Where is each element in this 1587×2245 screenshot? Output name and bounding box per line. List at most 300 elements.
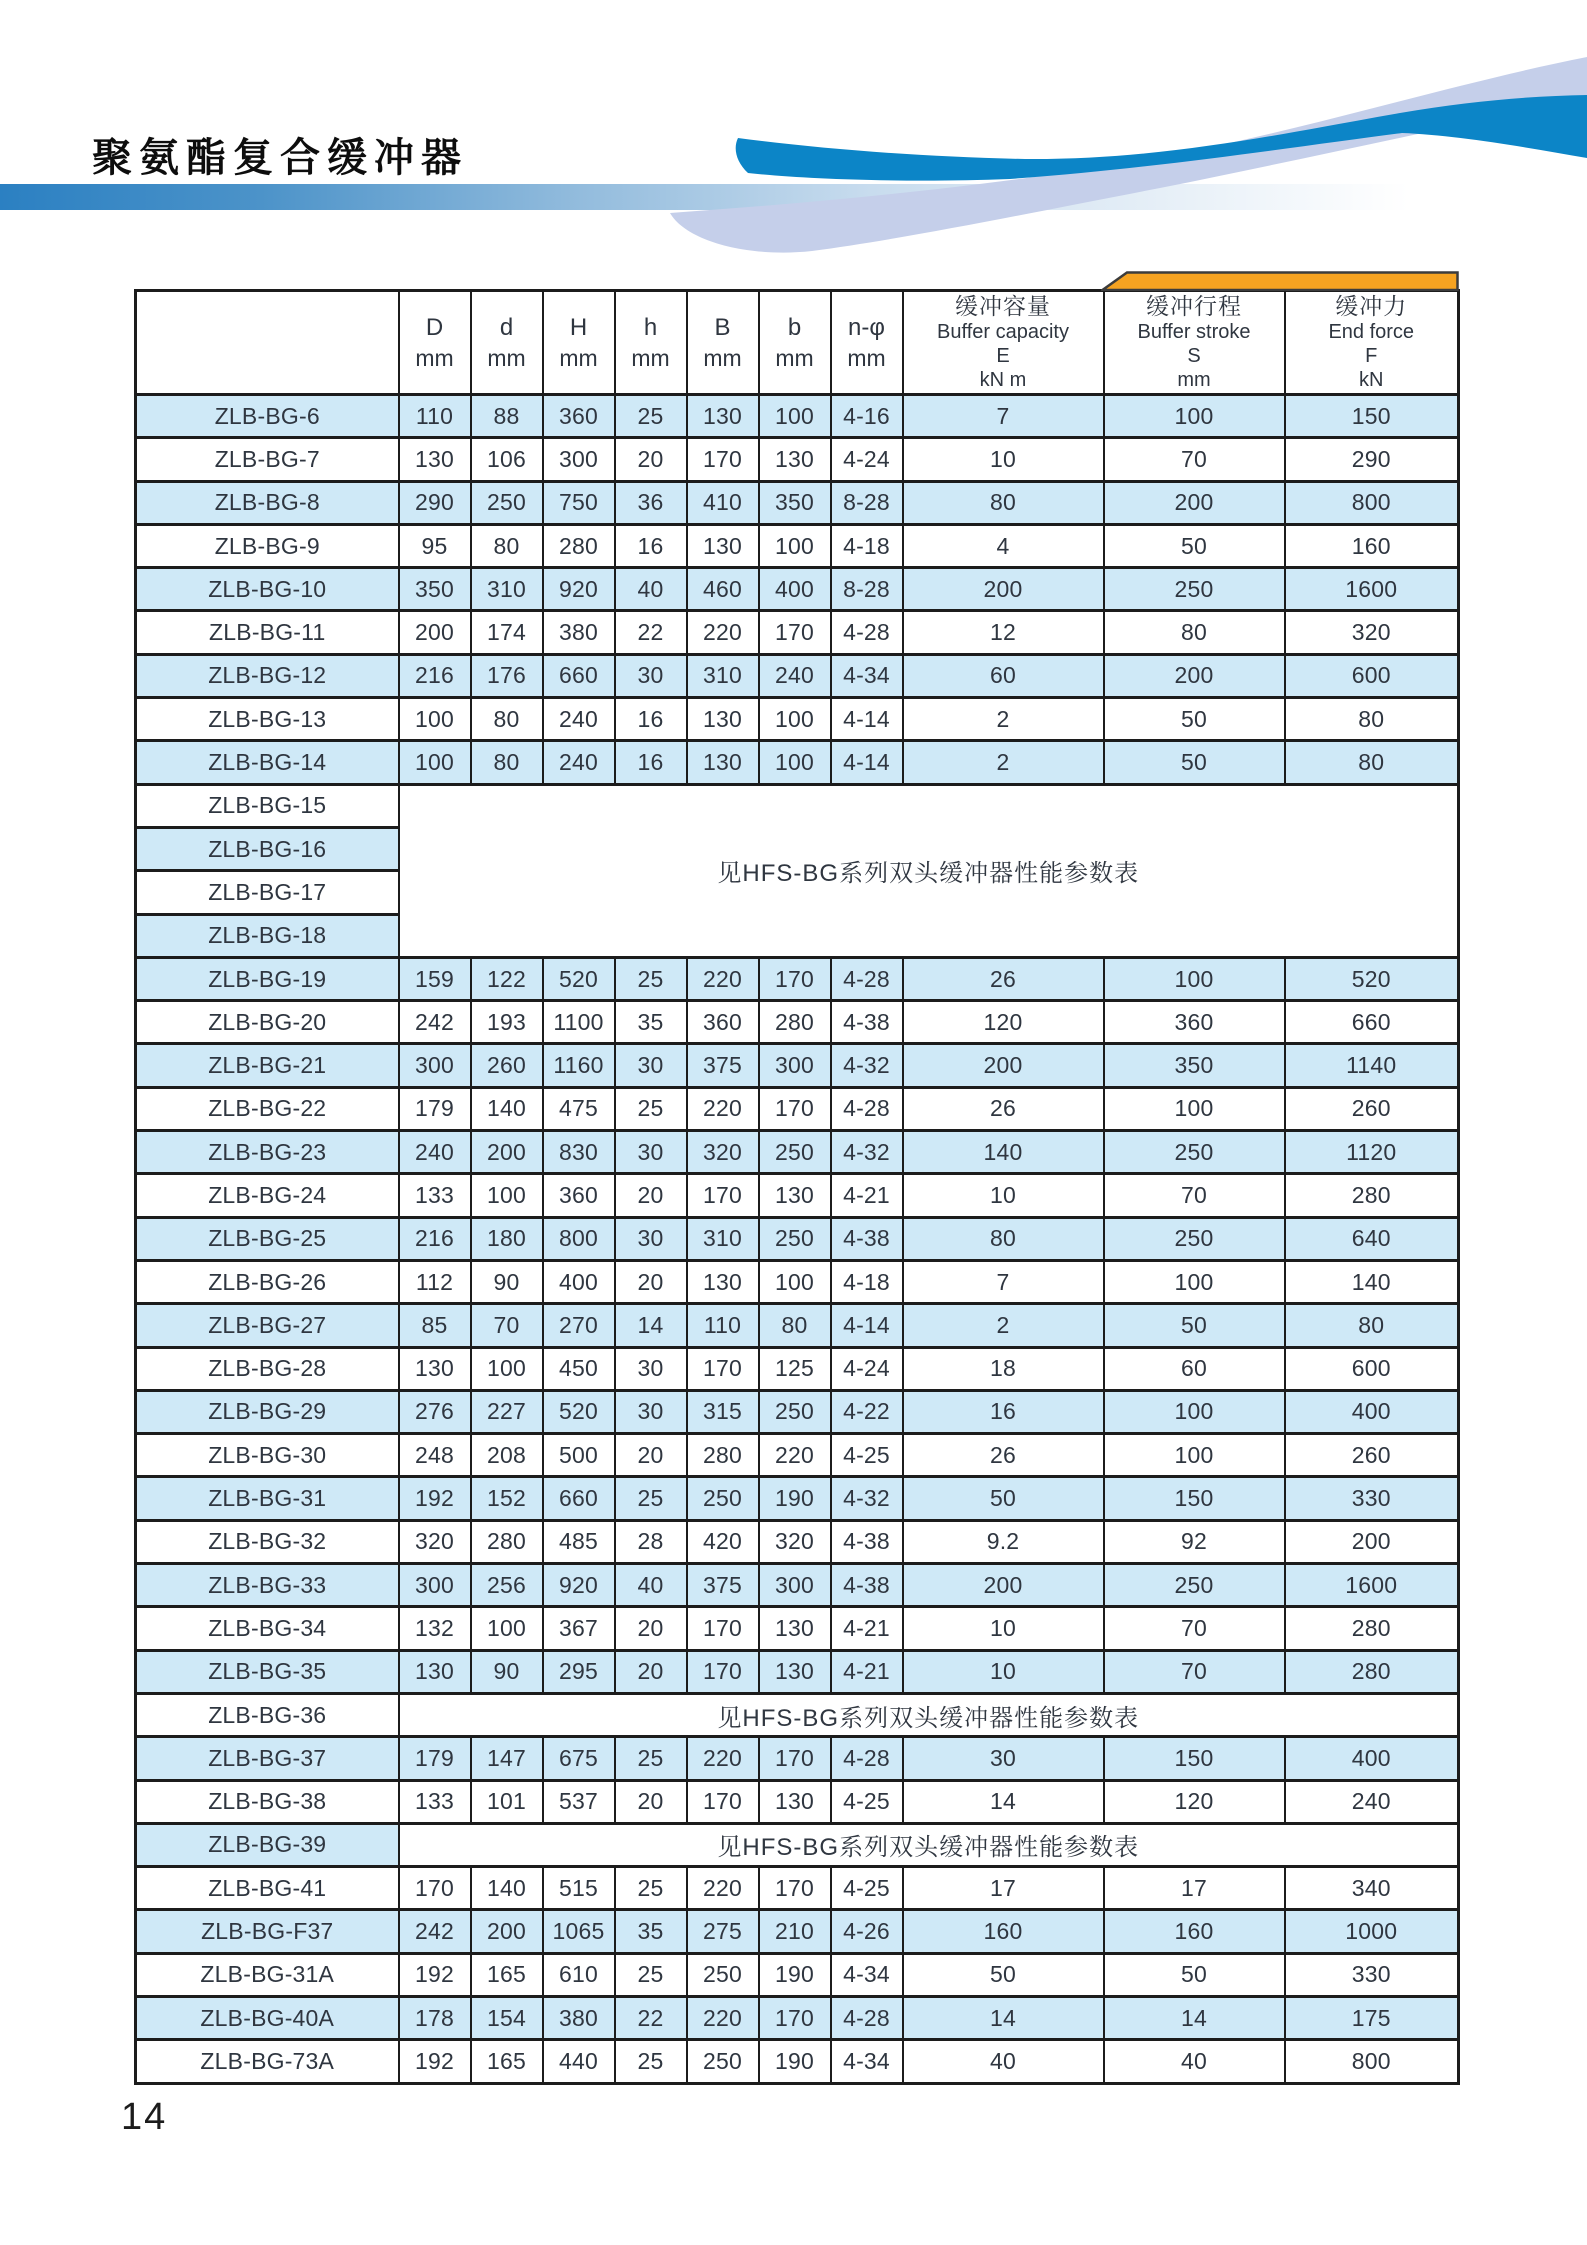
value-cell: 25 — [615, 1477, 687, 1520]
value-cell: 315 — [687, 1390, 759, 1433]
value-cell: 240 — [543, 698, 615, 741]
model-cell: ZLB-BG-39 — [136, 1823, 399, 1866]
value-cell: 250 — [1104, 1564, 1285, 1607]
value-cell: 227 — [471, 1390, 543, 1433]
value-cell: 100 — [759, 698, 831, 741]
value-cell: 400 — [759, 568, 831, 611]
col-header-end-force: 缓冲力 End force F kN — [1285, 291, 1459, 395]
value-cell: 130 — [759, 1607, 831, 1650]
table-row — [136, 1737, 1459, 1780]
value-cell: 2 — [903, 1304, 1104, 1347]
value-cell: 210 — [759, 1910, 831, 1953]
value-cell: 660 — [543, 654, 615, 697]
value-cell: 300 — [399, 1044, 471, 1087]
value-cell: 122 — [471, 957, 543, 1000]
value-cell: 250 — [759, 1390, 831, 1433]
value-cell: 70 — [1104, 1174, 1285, 1217]
value-cell: 2 — [903, 698, 1104, 741]
note-cell: 见HFS-BG系列双头缓冲器性能参数表 — [399, 1823, 1459, 1866]
value-cell: 14 — [615, 1304, 687, 1347]
value-cell: 250 — [1104, 568, 1285, 611]
table-row — [136, 1304, 1459, 1347]
model-cell: ZLB-BG-24 — [136, 1174, 399, 1217]
value-cell: 250 — [471, 481, 543, 524]
value-cell: 600 — [1285, 654, 1459, 697]
value-cell: 110 — [399, 395, 471, 438]
value-cell: 280 — [1285, 1607, 1459, 1650]
table-row — [136, 1434, 1459, 1477]
value-cell: 8-28 — [831, 568, 903, 611]
value-cell: 16 — [615, 524, 687, 567]
value-cell: 80 — [903, 481, 1104, 524]
value-cell: 20 — [615, 438, 687, 481]
table-row — [136, 1607, 1459, 1650]
value-cell: 180 — [471, 1217, 543, 1260]
value-cell: 125 — [759, 1347, 831, 1390]
value-cell: 520 — [543, 957, 615, 1000]
model-cell: ZLB-BG-12 — [136, 654, 399, 697]
table-row — [136, 741, 1459, 784]
value-cell: 130 — [759, 1780, 831, 1823]
value-cell: 190 — [759, 1953, 831, 1996]
table-row — [136, 698, 1459, 741]
value-cell: 25 — [615, 1087, 687, 1130]
model-cell: ZLB-BG-36 — [136, 1693, 399, 1736]
table-row — [136, 784, 1459, 827]
value-cell: 176 — [471, 654, 543, 697]
value-cell: 95 — [399, 524, 471, 567]
value-cell: 170 — [759, 1737, 831, 1780]
value-cell: 140 — [1285, 1260, 1459, 1303]
value-cell: 40 — [615, 1564, 687, 1607]
value-cell: 170 — [687, 438, 759, 481]
value-cell: 20 — [615, 1650, 687, 1693]
value-cell: 220 — [687, 611, 759, 654]
value-cell: 14 — [903, 1996, 1104, 2039]
value-cell: 4-38 — [831, 1001, 903, 1044]
value-cell: 4-24 — [831, 438, 903, 481]
note-cell: 见HFS-BG系列双头缓冲器性能参数表 — [399, 1693, 1459, 1736]
table-row — [136, 1693, 1459, 1736]
value-cell: 410 — [687, 481, 759, 524]
table-row — [136, 1347, 1459, 1390]
col-header-D: D mm — [399, 291, 471, 395]
value-cell: 260 — [1285, 1434, 1459, 1477]
value-cell: 220 — [759, 1434, 831, 1477]
value-cell: 320 — [1285, 611, 1459, 654]
model-cell: ZLB-BG-10 — [136, 568, 399, 611]
value-cell: 320 — [759, 1520, 831, 1563]
value-cell: 100 — [1104, 1260, 1285, 1303]
value-cell: 170 — [687, 1780, 759, 1823]
value-cell: 80 — [471, 698, 543, 741]
value-cell: 240 — [543, 741, 615, 784]
value-cell: 4-28 — [831, 611, 903, 654]
value-cell: 60 — [1104, 1347, 1285, 1390]
value-cell: 130 — [687, 698, 759, 741]
value-cell: 170 — [759, 1996, 831, 2039]
value-cell: 152 — [471, 1477, 543, 1520]
model-cell: ZLB-BG-34 — [136, 1607, 399, 1650]
model-cell: ZLB-BG-21 — [136, 1044, 399, 1087]
value-cell: 276 — [399, 1390, 471, 1433]
value-cell: 35 — [615, 1001, 687, 1044]
model-cell: ZLB-BG-17 — [136, 871, 399, 914]
spec-table — [134, 289, 1460, 2085]
orange-tab — [1101, 271, 1459, 291]
value-cell: 300 — [759, 1044, 831, 1087]
value-cell: 800 — [1285, 481, 1459, 524]
value-cell: 25 — [615, 1867, 687, 1910]
value-cell: 450 — [543, 1347, 615, 1390]
value-cell: 1000 — [1285, 1910, 1459, 1953]
value-cell: 165 — [471, 1953, 543, 1996]
value-cell: 420 — [687, 1520, 759, 1563]
value-cell: 50 — [1104, 1304, 1285, 1347]
value-cell: 200 — [471, 1910, 543, 1953]
value-cell: 147 — [471, 1737, 543, 1780]
value-cell: 1600 — [1285, 1564, 1459, 1607]
value-cell: 4-34 — [831, 1953, 903, 1996]
value-cell: 250 — [1104, 1131, 1285, 1174]
model-cell: ZLB-BG-31A — [136, 1953, 399, 1996]
value-cell: 130 — [399, 1650, 471, 1693]
value-cell: 70 — [471, 1304, 543, 1347]
value-cell: 100 — [1104, 1087, 1285, 1130]
model-cell: ZLB-BG-28 — [136, 1347, 399, 1390]
value-cell: 130 — [687, 1260, 759, 1303]
value-cell: 610 — [543, 1953, 615, 1996]
table-body — [136, 395, 1459, 2084]
table-row — [136, 1001, 1459, 1044]
table-row — [136, 395, 1459, 438]
value-cell: 100 — [759, 1260, 831, 1303]
model-cell: ZLB-BG-33 — [136, 1564, 399, 1607]
value-cell: 190 — [759, 1477, 831, 1520]
value-cell: 360 — [543, 1174, 615, 1217]
header-row — [136, 291, 1459, 395]
model-cell: ZLB-BG-15 — [136, 784, 399, 827]
value-cell: 4-28 — [831, 1996, 903, 2039]
model-cell: ZLB-BG-37 — [136, 1737, 399, 1780]
table-row — [136, 1823, 1459, 1866]
value-cell: 50 — [1104, 1953, 1285, 1996]
value-cell: 1160 — [543, 1044, 615, 1087]
model-cell: ZLB-BG-20 — [136, 1001, 399, 1044]
value-cell: 35 — [615, 1910, 687, 1953]
model-cell: ZLB-BG-11 — [136, 611, 399, 654]
table-row — [136, 957, 1459, 1000]
col-header-buffer-capacity: 缓冲容量 Buffer capacity E kN m — [903, 291, 1104, 395]
value-cell: 10 — [903, 1607, 1104, 1650]
table-row — [136, 1953, 1459, 1996]
value-cell: 192 — [399, 1477, 471, 1520]
table-row — [136, 1780, 1459, 1823]
value-cell: 30 — [615, 654, 687, 697]
value-cell: 750 — [543, 481, 615, 524]
value-cell: 17 — [1104, 1867, 1285, 1910]
value-cell: 920 — [543, 1564, 615, 1607]
model-cell: ZLB-BG-18 — [136, 914, 399, 957]
table-row — [136, 1867, 1459, 1910]
value-cell: 4 — [903, 524, 1104, 567]
value-cell: 174 — [471, 611, 543, 654]
value-cell: 200 — [903, 1044, 1104, 1087]
value-cell: 30 — [615, 1044, 687, 1087]
value-cell: 320 — [687, 1131, 759, 1174]
value-cell: 130 — [759, 438, 831, 481]
value-cell: 4-18 — [831, 1260, 903, 1303]
value-cell: 280 — [687, 1434, 759, 1477]
col-header-n-phi: n-φ mm — [831, 291, 903, 395]
value-cell: 367 — [543, 1607, 615, 1650]
page-number: 14 — [121, 2096, 168, 2138]
value-cell: 4-38 — [831, 1520, 903, 1563]
value-cell: 112 — [399, 1260, 471, 1303]
value-cell: 80 — [759, 1304, 831, 1347]
col-header-b: b mm — [759, 291, 831, 395]
value-cell: 475 — [543, 1087, 615, 1130]
value-cell: 200 — [1285, 1520, 1459, 1563]
value-cell: 375 — [687, 1564, 759, 1607]
value-cell: 160 — [1104, 1910, 1285, 1953]
value-cell: 110 — [687, 1304, 759, 1347]
value-cell: 40 — [1104, 2040, 1285, 2083]
value-cell: 25 — [615, 2040, 687, 2083]
value-cell: 360 — [543, 395, 615, 438]
value-cell: 200 — [1104, 654, 1285, 697]
value-cell: 350 — [1104, 1044, 1285, 1087]
value-cell: 20 — [615, 1434, 687, 1477]
value-cell: 520 — [543, 1390, 615, 1433]
value-cell: 4-34 — [831, 2040, 903, 2083]
value-cell: 4-34 — [831, 654, 903, 697]
value-cell: 220 — [687, 1737, 759, 1780]
value-cell: 100 — [399, 741, 471, 784]
value-cell: 28 — [615, 1520, 687, 1563]
value-cell: 520 — [1285, 957, 1459, 1000]
value-cell: 140 — [471, 1867, 543, 1910]
value-cell: 1600 — [1285, 568, 1459, 611]
value-cell: 80 — [1285, 698, 1459, 741]
value-cell: 193 — [471, 1001, 543, 1044]
value-cell: 80 — [903, 1217, 1104, 1260]
value-cell: 340 — [1285, 1867, 1459, 1910]
value-cell: 275 — [687, 1910, 759, 1953]
value-cell: 7 — [903, 395, 1104, 438]
value-cell: 30 — [615, 1217, 687, 1260]
model-cell: ZLB-BG-32 — [136, 1520, 399, 1563]
value-cell: 216 — [399, 1217, 471, 1260]
value-cell: 4-32 — [831, 1477, 903, 1520]
value-cell: 1140 — [1285, 1044, 1459, 1087]
model-cell: ZLB-BG-26 — [136, 1260, 399, 1303]
model-cell: ZLB-BG-30 — [136, 1434, 399, 1477]
table-row — [136, 1910, 1459, 1953]
value-cell: 310 — [471, 568, 543, 611]
value-cell: 9.2 — [903, 1520, 1104, 1563]
value-cell: 220 — [687, 1996, 759, 2039]
value-cell: 320 — [399, 1520, 471, 1563]
value-cell: 160 — [1285, 524, 1459, 567]
value-cell: 100 — [1104, 1434, 1285, 1477]
table-row — [136, 1217, 1459, 1260]
value-cell: 290 — [399, 481, 471, 524]
value-cell: 10 — [903, 438, 1104, 481]
value-cell: 242 — [399, 1910, 471, 1953]
value-cell: 360 — [687, 1001, 759, 1044]
model-cell: ZLB-BG-31 — [136, 1477, 399, 1520]
value-cell: 88 — [471, 395, 543, 438]
value-cell: 130 — [687, 741, 759, 784]
table-row — [136, 1650, 1459, 1693]
note-cell: 见HFS-BG系列双头缓冲器性能参数表 — [399, 784, 1459, 957]
value-cell: 100 — [759, 741, 831, 784]
value-cell: 20 — [615, 1607, 687, 1650]
value-cell: 100 — [759, 524, 831, 567]
value-cell: 4-24 — [831, 1347, 903, 1390]
value-cell: 1065 — [543, 1910, 615, 1953]
table-row — [136, 1996, 1459, 2039]
value-cell: 160 — [903, 1910, 1104, 1953]
value-cell: 4-25 — [831, 1434, 903, 1477]
value-cell: 170 — [759, 1087, 831, 1130]
value-cell: 100 — [1104, 1390, 1285, 1433]
value-cell: 130 — [687, 524, 759, 567]
value-cell: 100 — [471, 1607, 543, 1650]
table-row — [136, 611, 1459, 654]
table-row — [136, 1564, 1459, 1607]
value-cell: 375 — [687, 1044, 759, 1087]
value-cell: 50 — [1104, 524, 1285, 567]
value-cell: 175 — [1285, 1996, 1459, 2039]
value-cell: 208 — [471, 1434, 543, 1477]
value-cell: 20 — [615, 1780, 687, 1823]
table-row — [136, 1520, 1459, 1563]
value-cell: 280 — [471, 1520, 543, 1563]
value-cell: 22 — [615, 1996, 687, 2039]
value-cell: 260 — [471, 1044, 543, 1087]
value-cell: 50 — [1104, 698, 1285, 741]
value-cell: 400 — [1285, 1737, 1459, 1780]
value-cell: 4-38 — [831, 1564, 903, 1607]
value-cell: 154 — [471, 1996, 543, 2039]
value-cell: 200 — [903, 1564, 1104, 1607]
value-cell: 179 — [399, 1737, 471, 1780]
model-cell: ZLB-BG-22 — [136, 1087, 399, 1130]
value-cell: 240 — [399, 1131, 471, 1174]
value-cell: 4-14 — [831, 1304, 903, 1347]
value-cell: 192 — [399, 1953, 471, 1996]
value-cell: 1120 — [1285, 1131, 1459, 1174]
value-cell: 179 — [399, 1087, 471, 1130]
table-row — [136, 568, 1459, 611]
col-header-B: B mm — [687, 291, 759, 395]
value-cell: 4-21 — [831, 1607, 903, 1650]
model-cell: ZLB-BG-19 — [136, 957, 399, 1000]
value-cell: 280 — [759, 1001, 831, 1044]
value-cell: 25 — [615, 395, 687, 438]
model-cell: ZLB-BG-23 — [136, 1131, 399, 1174]
value-cell: 20 — [615, 1174, 687, 1217]
value-cell: 190 — [759, 2040, 831, 2083]
value-cell: 170 — [687, 1607, 759, 1650]
value-cell: 40 — [615, 568, 687, 611]
value-cell: 250 — [759, 1217, 831, 1260]
value-cell: 290 — [1285, 438, 1459, 481]
value-cell: 22 — [615, 611, 687, 654]
value-cell: 310 — [687, 654, 759, 697]
value-cell: 250 — [687, 1477, 759, 1520]
value-cell: 92 — [1104, 1520, 1285, 1563]
col-header-h: h mm — [615, 291, 687, 395]
model-cell: ZLB-BG-29 — [136, 1390, 399, 1433]
value-cell: 4-28 — [831, 1737, 903, 1780]
value-cell: 30 — [903, 1737, 1104, 1780]
value-cell: 178 — [399, 1996, 471, 2039]
value-cell: 40 — [903, 2040, 1104, 2083]
value-cell: 4-28 — [831, 1087, 903, 1130]
table-row — [136, 1260, 1459, 1303]
value-cell: 360 — [1104, 1001, 1285, 1044]
value-cell: 170 — [759, 611, 831, 654]
gradient-band — [0, 184, 1452, 210]
value-cell: 170 — [399, 1867, 471, 1910]
table-row — [136, 1390, 1459, 1433]
value-cell: 830 — [543, 1131, 615, 1174]
value-cell: 4-28 — [831, 957, 903, 1000]
value-cell: 4-22 — [831, 1390, 903, 1433]
value-cell: 300 — [399, 1564, 471, 1607]
value-cell: 10 — [903, 1174, 1104, 1217]
value-cell: 350 — [759, 481, 831, 524]
value-cell: 400 — [1285, 1390, 1459, 1433]
table-row — [136, 438, 1459, 481]
value-cell: 220 — [687, 957, 759, 1000]
value-cell: 133 — [399, 1174, 471, 1217]
value-cell: 80 — [1285, 1304, 1459, 1347]
value-cell: 26 — [903, 1434, 1104, 1477]
value-cell: 80 — [471, 741, 543, 784]
value-cell: 485 — [543, 1520, 615, 1563]
value-cell: 256 — [471, 1564, 543, 1607]
table-row — [136, 2040, 1459, 2083]
value-cell: 26 — [903, 1087, 1104, 1130]
value-cell: 220 — [687, 1867, 759, 1910]
model-cell: ZLB-BG-14 — [136, 741, 399, 784]
value-cell: 100 — [399, 698, 471, 741]
value-cell: 250 — [687, 1953, 759, 1996]
value-cell: 170 — [687, 1347, 759, 1390]
value-cell: 70 — [1104, 1650, 1285, 1693]
value-cell: 240 — [1285, 1780, 1459, 1823]
value-cell: 380 — [543, 1996, 615, 2039]
value-cell: 4-32 — [831, 1131, 903, 1174]
model-cell: ZLB-BG-13 — [136, 698, 399, 741]
model-cell: ZLB-BG-8 — [136, 481, 399, 524]
value-cell: 220 — [687, 1087, 759, 1130]
value-cell: 350 — [399, 568, 471, 611]
value-cell: 4-38 — [831, 1217, 903, 1260]
value-cell: 170 — [687, 1174, 759, 1217]
value-cell: 100 — [471, 1347, 543, 1390]
model-cell: ZLB-BG-38 — [136, 1780, 399, 1823]
value-cell: 216 — [399, 654, 471, 697]
table-row — [136, 1174, 1459, 1217]
value-cell: 380 — [543, 611, 615, 654]
value-cell: 80 — [471, 524, 543, 567]
model-cell: ZLB-BG-73A — [136, 2040, 399, 2083]
